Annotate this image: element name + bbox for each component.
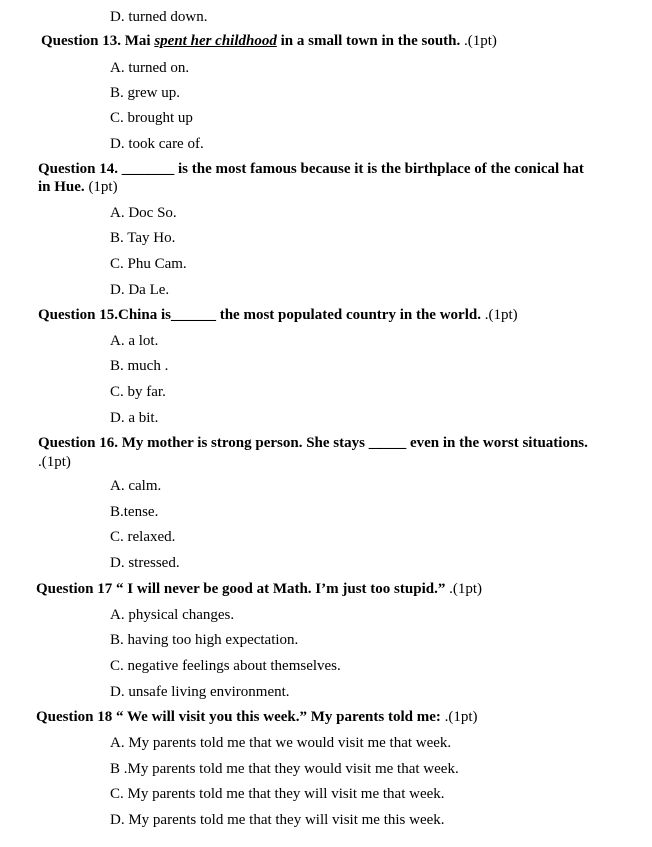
- question-14-option-a: A. Doc So.: [110, 205, 177, 221]
- question-13-points: .(1pt): [464, 33, 497, 49]
- question-15-option-a: A. a lot.: [110, 333, 159, 349]
- question-17-option-b: B. having too high expectation.: [110, 632, 299, 648]
- question-18-option-a: A. My parents told me that we would visit me that week.: [110, 735, 452, 751]
- question-18: [36, 708, 478, 726]
- question-14-option-c: C. Phu Cam.: [110, 256, 187, 272]
- question-15-text: Question 15.China is______ the most populated country in the world.: [38, 307, 485, 323]
- question-16-option-b: B.tense.: [110, 504, 159, 520]
- question-14-option-d: D. Da Le.: [110, 282, 170, 298]
- question-18-option-c: C. My parents told me that they will visit me that week.: [110, 786, 445, 802]
- question-13-option-c: C. brought up: [110, 110, 193, 126]
- question-17: [36, 580, 482, 598]
- question-17-option-a: A. physical changes.: [110, 607, 235, 623]
- question-14-line-1: Question 14. _______ is the most famous because it is the birthplace of the conical hat: [38, 161, 584, 177]
- question-18-text: Question 18 “ We will visit you this week.” My parents told me:: [36, 709, 445, 725]
- question-18-option-d: D. My parents told me that they will visit me this week.: [110, 812, 445, 828]
- question-17-points: .(1pt): [449, 581, 483, 597]
- question-17-option-c: C. negative feelings about themselves.: [110, 658, 341, 674]
- question-13: [41, 32, 497, 50]
- question-15-option-d: D. a bit.: [110, 410, 159, 426]
- question-14-rest: in Hue.: [38, 179, 89, 195]
- question-18-points: .(1pt): [444, 709, 478, 725]
- question-16-option-a: A. calm.: [110, 478, 162, 494]
- question-13-prefix: Question 13. Mai: [41, 33, 155, 49]
- question-16-option-c: C. relaxed.: [110, 529, 176, 545]
- question-13-option-b: B. grew up.: [110, 85, 180, 101]
- option-d-turned-down: D. turned down.: [110, 9, 208, 25]
- question-14-option-b: B. Tay Ho.: [110, 230, 176, 246]
- question-16-line-1: Question 16. My mother is strong person. She stays _____ even in the worst situations.: [38, 435, 588, 451]
- question-13-underlined: spent her childhood: [154, 33, 277, 49]
- question-17-option-d: D. unsafe living environment.: [110, 684, 290, 700]
- question-16-option-d: D. stressed.: [110, 555, 180, 571]
- question-17-text: Question 17 “ I will never be good at Math. I’m just too stupid.”: [36, 581, 450, 597]
- question-16-points: .(1pt): [38, 454, 71, 470]
- question-14-points: (1pt): [88, 179, 118, 195]
- question-14-line-2: [38, 178, 118, 196]
- question-15-option-c: C. by far.: [110, 384, 166, 400]
- question-15-points: .(1pt): [484, 307, 518, 323]
- question-15: [38, 306, 518, 324]
- question-13-option-d: D. took care of.: [110, 136, 204, 152]
- question-15-option-b: B. much .: [110, 358, 169, 374]
- question-13-rest: in a small town in the south.: [276, 33, 464, 49]
- question-13-option-a: A. turned on.: [110, 60, 190, 76]
- question-18-option-b: B .My parents told me that they would visit me that week.: [110, 761, 459, 777]
